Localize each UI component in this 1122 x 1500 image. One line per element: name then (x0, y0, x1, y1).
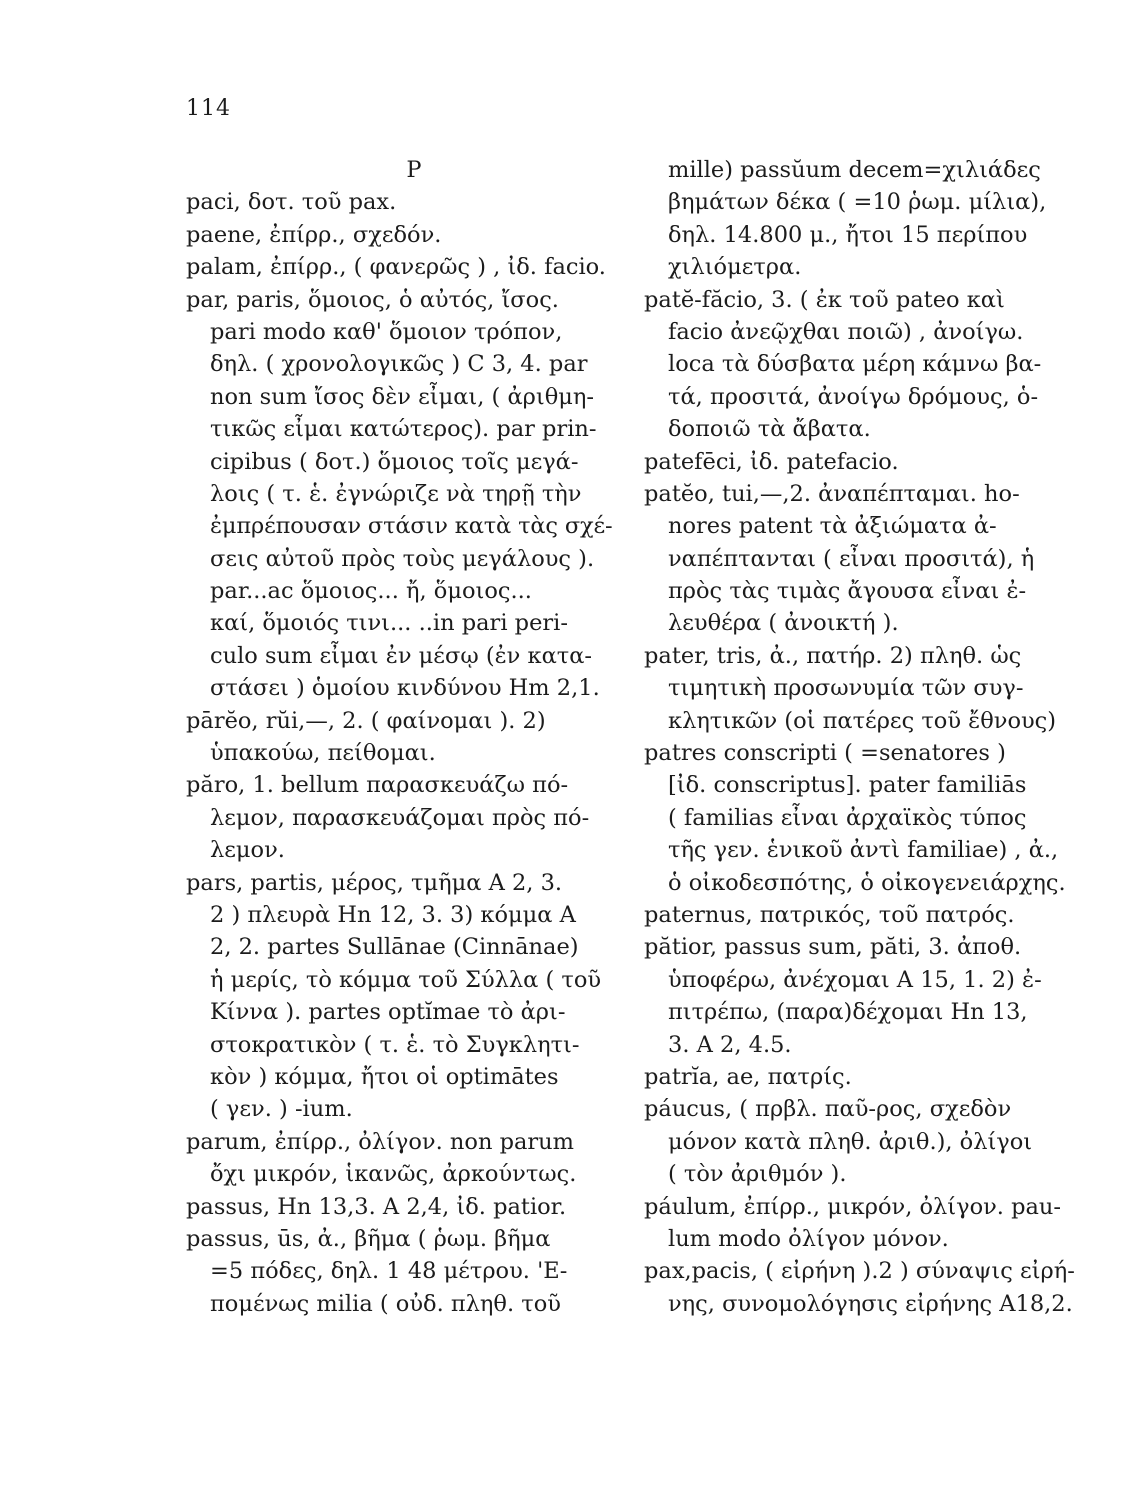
right-column-line: τιμητικὴ προσωνυμία τῶν συγ- (668, 675, 1024, 702)
right-column-line: pater, tris, ἀ., πατήρ. 2) πληθ. ὡς (644, 642, 1022, 669)
left-column-line: ὑπακούω, πείθομαι. (210, 740, 436, 767)
page-number: 114 (186, 96, 231, 121)
right-column-line: patefēci, ἰδ. patefacio. (644, 448, 899, 475)
right-column-line: nores patent τὰ ἀξιώματα ἀ- (668, 513, 997, 540)
left-column-line: parum, ἐπίρρ., ὀλίγον. non parum (186, 1128, 574, 1155)
left-column-line: cipibus ( δοτ.) ὅμοιος τοῖς μεγά- (210, 448, 579, 475)
right-column-line: pax,pacis, ( εἰρήνη ).2 ) σύναψις εἰρή- (644, 1258, 1075, 1285)
right-column-line: pătior, passus sum, păti, 3. ἀποθ. (644, 934, 1022, 961)
left-column-line: 2, 2. partes Sullānae (Cinnānae) (210, 934, 579, 961)
right-column-line: facio ἀνεῷχθαι ποιῶ) , ἀνοίγω. (668, 318, 1024, 345)
right-column-line: ὑποφέρω, ἀνέχομαι A 15, 1. 2) ἐ- (668, 966, 1042, 993)
left-column-line: palam, ἐπίρρ., ( φανερῶς ) , ἰδ. facio. (186, 254, 606, 281)
right-column-line: πιτρέπω, (παρα)δέχομαι Hn 13, (668, 999, 1028, 1026)
left-column-line: τικῶς εἶμαι κατώτερος). par prin- (210, 416, 597, 443)
right-column-line: βημάτων δέκα ( =10 ῥωμ. μίλια), (668, 189, 1047, 216)
right-column-line: κλητικῶν (οἱ πατέρες τοῦ ἔθνους) (668, 707, 1057, 734)
right-column-line: χιλιόμετρα. (668, 254, 802, 281)
left-column-line: σεις αὐτοῦ πρὸς τοὺς μεγάλους ). (210, 545, 595, 572)
right-column-line: mille) passŭum decem=χιλιάδες (668, 157, 1041, 183)
right-column-line: patrĭa, ae, πατρίς. (644, 1063, 852, 1090)
left-column-line: λεμον. (210, 837, 285, 864)
left-column-line: passus, Hn 13,3. A 2,4, ἰδ. patior. (186, 1193, 567, 1220)
right-column-line: λευθέρα ( ἀνοικτή ). (668, 610, 899, 637)
right-column-line: ( familias εἶναι ἀρχαϊκὸς τύπος (668, 804, 1027, 831)
right-column-line: patres conscripti ( =senatores ) (644, 740, 1006, 767)
right-column-line: ναπέπτανται ( εἶναι προσιτά), ἡ (668, 545, 1035, 572)
left-column-line: culo sum εἶμαι ἐν μέσῳ (ἐν κατα- (210, 642, 593, 669)
left-column-line: P (406, 157, 422, 183)
left-column-line: κὸν ) κόμμα, ἤτοι οἱ optimātes (210, 1063, 559, 1090)
right-column-line: νης, συνομολόγησις εἰρήνης A18,2. (668, 1290, 1073, 1317)
left-column-line: =5 πόδες, δηλ. 1 48 μέτρου. 'Ε- (210, 1258, 568, 1285)
left-column (186, 154, 612, 1320)
left-column-line: par...ac ὅμοιος... ἤ, ὅμοιος... (210, 578, 532, 605)
right-column-line: τά, προσιτά, ἀνοίγω δρόμους, ὁ- (668, 383, 1039, 410)
left-column-line: λεμον, παρασκευάζομαι πρὸς πό- (210, 804, 590, 831)
left-column-line: καί, ὅμοιός τινι... ..in pari peri- (210, 610, 568, 637)
left-column-line: Κίννα ). partes optĭmae τὸ ἀρι- (210, 999, 566, 1026)
right-column-line: ὁ οἰκοδεσπότης, ὁ οἰκογενειάρχης. (668, 869, 1066, 896)
right-column-line: loca τὰ δύσβατα μέρη κάμνω βα- (668, 351, 1042, 378)
left-column-line: paene, ἐπίρρ., σχεδόν. (186, 221, 442, 248)
left-column-line: πομένως milia ( οὐδ. πληθ. τοῦ (210, 1290, 561, 1317)
left-column-line: στάσει ) ὁμοίου κινδύνου Hm 2,1. (210, 675, 600, 702)
left-column-line: paci, δοτ. τοῦ pax. (186, 189, 397, 216)
left-column-line: δηλ. ( χρονολογικῶς ) C 3, 4. par (210, 351, 588, 378)
left-column-line: ἐμπρέπουσαν στάσιν κατὰ τὰς σχέ- (210, 513, 613, 540)
left-column-line: λοις ( τ. ἑ. ἐγνώριζε νὰ τηρῇ τὴν (210, 480, 582, 507)
left-column-line: 2 ) πλευρὰ Hn 12, 3. 3) κόμμα A (210, 901, 576, 928)
left-column-line: pārĕo, rŭi,—, 2. ( φαίνομαι ). 2) (186, 707, 546, 734)
right-column-line: πρὸς τὰς τιμὰς ἄγουσα εἶναι ἐ- (668, 578, 1027, 605)
left-column-line: στοκρατικὸν ( τ. ἑ. τὸ Συγκλητι- (210, 1031, 580, 1058)
right-column-line: ( τὸν ἀριθμόν ). (668, 1161, 847, 1188)
left-column-line: non sum ἴσος δὲν εἶμαι, ( ἀριθμη- (210, 383, 594, 410)
right-column-line: paternus, πατρικός, τοῦ πατρός. (644, 901, 1015, 928)
right-column-line: páulum, ἐπίρρ., μικρόν, ὀλίγον. pau- (644, 1193, 1062, 1220)
right-column-line: páucus, ( πρβλ. παῦ-ρος, σχεδὸν (644, 1096, 1012, 1123)
right-column-line: patĕ-făcio, 3. ( ἐκ τοῦ pateo καὶ (644, 286, 1005, 313)
right-column-line: 3. A 2, 4.5. (668, 1031, 792, 1058)
right-column-line: patĕo, tui,—,2. ἀναπέπταμαι. ho- (644, 480, 1020, 507)
left-column-line: ( γεν. ) -ium. (210, 1096, 353, 1123)
left-column-line: ἡ μερίς, τὸ κόμμα τοῦ Σύλλα ( τοῦ (210, 966, 602, 993)
left-column-line: pars, partis, μέρος, τμῆμα A 2, 3. (186, 869, 563, 896)
left-column-line: ὄχι μικρόν, ἱκανῶς, ἀρκούντως. (210, 1161, 577, 1188)
right-column-line: δοποιῶ τὰ ἄβατα. (668, 416, 871, 443)
right-column-line: [ἰδ. conscriptus]. pater familiās (668, 772, 1027, 799)
right-column (644, 154, 1106, 1320)
right-column-line: lum modo ὀλίγον μόνον. (668, 1225, 949, 1252)
right-column-line: τῆς γεν. ἑνικοῦ ἀντὶ familiae) , ἀ., (668, 837, 1059, 864)
left-column-line: pari modo καθ' ὅμοιον τρόπον, (210, 318, 563, 345)
right-column-line: μόνον κατὰ πληθ. ἀριθ.), ὀλίγοι (668, 1128, 1033, 1155)
left-column-line: păro, 1. bellum παρασκευάζω πό- (186, 772, 569, 799)
left-column-line: par, paris, ὅμοιος, ὁ αὐτός, ἴσος. (186, 286, 559, 313)
right-column-line: δηλ. 14.800 μ., ἤτοι 15 περίπου (668, 221, 1028, 248)
left-column-line: passus, ūs, ἀ., βῆμα ( ῥωμ. βῆμα (186, 1225, 551, 1252)
